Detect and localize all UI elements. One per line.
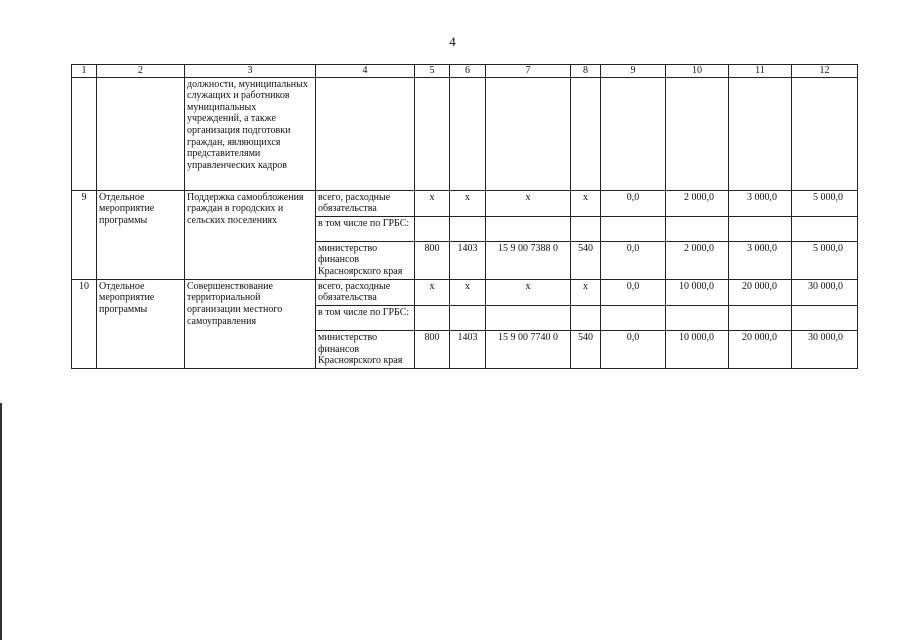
table-row <box>72 279 858 305</box>
measure-name: Совершенствование территориальной организации местного самоуправления <box>185 279 316 368</box>
rzpr-code: 1403 <box>450 241 486 279</box>
measure-name: Поддержка самообложения граждан в городских и сельских поселениях <box>185 190 316 279</box>
column-number: 8 <box>571 65 601 78</box>
column-number: 9 <box>601 65 666 78</box>
grbs-header-label: в том числе по ГРБС: <box>316 305 415 330</box>
period-total: 30 000,0 <box>792 330 858 368</box>
period-total: 30 000,0 <box>792 279 858 305</box>
csr-code: 15 9 00 7388 0 <box>486 241 571 279</box>
page-number: 4 <box>449 34 456 49</box>
rzpr-code: х <box>450 190 486 216</box>
column-number: 6 <box>450 65 486 78</box>
year1-value: 0,0 <box>601 279 666 305</box>
scan-edge-mark <box>0 403 2 640</box>
budget-table <box>71 64 858 369</box>
year1-value: 0,0 <box>601 190 666 216</box>
vr-code: х <box>571 279 601 305</box>
year1-value: 0,0 <box>601 241 666 279</box>
column-number: 7 <box>486 65 571 78</box>
continuation-row <box>72 77 858 190</box>
period-total: 5 000,0 <box>792 190 858 216</box>
year3-value: 3 000,0 <box>729 241 792 279</box>
table-row <box>72 190 858 216</box>
ministry-label: министерство финансов Красноярского края <box>316 241 415 279</box>
column-number: 1 <box>72 65 97 78</box>
csr-code: х <box>486 279 571 305</box>
grbs-code: х <box>415 190 450 216</box>
year3-value: 20 000,0 <box>729 279 792 305</box>
year2-value: 2 000,0 <box>666 190 729 216</box>
rzpr-code: 1403 <box>450 330 486 368</box>
year1-value: 0,0 <box>601 330 666 368</box>
column-number: 2 <box>97 65 185 78</box>
measure-status: Отдельное мероприятие программы <box>97 279 185 368</box>
grbs-code: х <box>415 279 450 305</box>
ministry-label: министерство финансов Красноярского края <box>316 330 415 368</box>
csr-code: 15 9 00 7740 0 <box>486 330 571 368</box>
csr-code: х <box>486 190 571 216</box>
total-label: всего, расходные обязательства <box>316 279 415 305</box>
rzpr-code: х <box>450 279 486 305</box>
continued-measure-name: должности, муниципальных служащих и работников муниципальных учреждений, а также организация подготовки граждан, являющихся представителями управленческих кадров <box>185 77 316 190</box>
total-label: всего, расходные обязательства <box>316 190 415 216</box>
column-numbers-row <box>72 65 858 78</box>
column-number: 5 <box>415 65 450 78</box>
row-number: 10 <box>72 279 97 368</box>
period-total: 5 000,0 <box>792 241 858 279</box>
grbs-code: 800 <box>415 241 450 279</box>
column-number: 11 <box>729 65 792 78</box>
column-number: 10 <box>666 65 729 78</box>
vr-code: х <box>571 190 601 216</box>
year2-value: 2 000,0 <box>666 241 729 279</box>
row-number: 9 <box>72 190 97 279</box>
year3-value: 3 000,0 <box>729 190 792 216</box>
column-number: 12 <box>792 65 858 78</box>
year2-value: 10 000,0 <box>666 330 729 368</box>
grbs-code: 800 <box>415 330 450 368</box>
year3-value: 20 000,0 <box>729 330 792 368</box>
vr-code: 540 <box>571 241 601 279</box>
measure-status: Отдельное мероприятие программы <box>97 190 185 279</box>
vr-code: 540 <box>571 330 601 368</box>
grbs-header-label: в том числе по ГРБС: <box>316 216 415 241</box>
column-number: 4 <box>316 65 415 78</box>
year2-value: 10 000,0 <box>666 279 729 305</box>
column-number: 3 <box>185 65 316 78</box>
